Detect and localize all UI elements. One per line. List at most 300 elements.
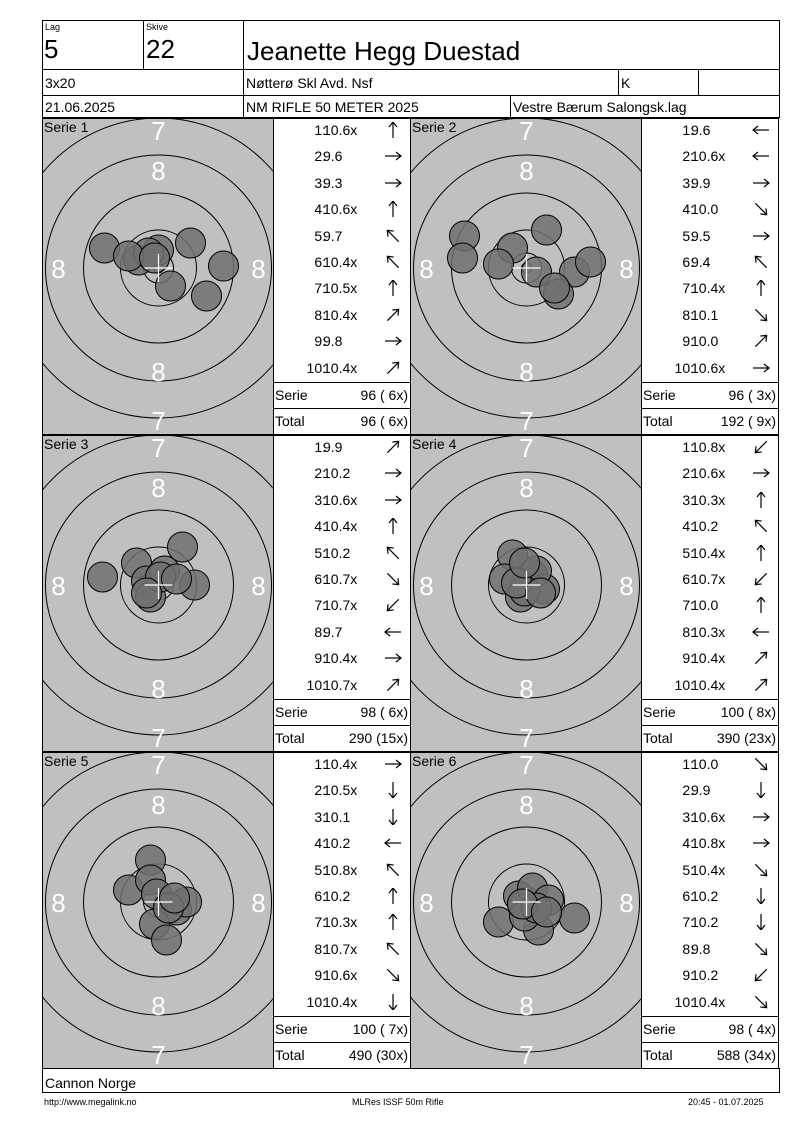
shot-value: 9.9 [323, 439, 343, 455]
shot-number: 9: [314, 967, 326, 984]
shot-value: 10.4x [323, 993, 358, 1010]
serie-sum-value: 96 ( 3x) [728, 387, 776, 403]
direction-arrow-icon [382, 862, 404, 878]
shot-number: 6: [314, 888, 326, 904]
shot-row [641, 914, 778, 940]
ring-number: 8 [151, 473, 166, 503]
shot-row [273, 254, 410, 280]
shot-hole [510, 548, 540, 578]
serie-sum-label: Serie [643, 1021, 676, 1037]
shot-hole [560, 903, 590, 933]
shot-list [641, 435, 778, 751]
shot-row [273, 201, 410, 227]
shot-number: 2: [314, 148, 326, 165]
shot-number: 6: [682, 571, 694, 587]
direction-arrow-icon [750, 228, 772, 244]
direction-arrow-icon [382, 941, 404, 957]
shot-row [641, 360, 778, 386]
shot-value: 10.4x [323, 650, 358, 667]
serie-sum-value: 100 ( 7x) [352, 1021, 408, 1037]
serie-title: Serie 2 [412, 119, 457, 135]
direction-arrow-icon [382, 175, 404, 191]
shot-value: 10.7x [691, 571, 726, 587]
serie-title: Serie 5 [44, 753, 89, 769]
shot-number: 1: [682, 756, 694, 772]
shot-row [273, 650, 410, 676]
ring-number: 7 [151, 723, 166, 752]
serie-sum-label: Serie [275, 1021, 308, 1037]
shot-value: 10.1 [323, 808, 351, 825]
serie-sum-label: Serie [643, 704, 676, 720]
shot-hole [152, 925, 182, 955]
shot-row [641, 994, 778, 1020]
shot-row [273, 914, 410, 940]
shot-value: 10.0 [691, 597, 719, 614]
direction-arrow-icon [382, 545, 404, 561]
direction-arrow-icon [750, 888, 772, 904]
serie-title: Serie 1 [44, 119, 89, 135]
ring-number: 8 [51, 254, 66, 284]
shot-number: 2: [682, 148, 694, 165]
club: Nøtterø Skl Avd. Nsf [246, 75, 373, 91]
shot-row [273, 545, 410, 571]
shot-value: 10.4x [323, 359, 358, 376]
shot-row [273, 888, 410, 914]
shot-value: 9.8 [323, 333, 343, 350]
shot-value: 9.6 [323, 148, 343, 165]
shot-value: 10.4x [691, 280, 726, 297]
shot-value: 10.2 [323, 465, 351, 482]
shot-row [641, 175, 778, 201]
ring-number: 8 [251, 571, 266, 601]
direction-arrow-icon [382, 782, 404, 798]
shot-number: 4: [314, 201, 326, 218]
shot-number: 5: [314, 861, 326, 878]
direction-arrow-icon [382, 650, 404, 666]
shot-row [273, 809, 410, 835]
shot-row [641, 333, 778, 359]
shot-number: 6: [682, 254, 694, 270]
shooter-name: Jeanette Hegg Duestad [247, 36, 521, 66]
shot-hole [484, 249, 514, 279]
direction-arrow-icon [382, 492, 404, 508]
shot-number: 3: [682, 808, 694, 825]
shot-list [273, 752, 410, 1068]
shot-number: 3: [314, 491, 326, 508]
direction-arrow-icon [382, 465, 404, 481]
shot-value: 10.5x [323, 782, 358, 799]
shot-number: 10: [674, 359, 694, 376]
ring-number: 8 [151, 790, 166, 820]
total-value: 96 ( 6x) [360, 413, 408, 429]
shot-value: 10.6x [691, 808, 726, 825]
series-block [410, 752, 778, 1068]
shot-row [641, 597, 778, 623]
ring-number: 8 [151, 991, 166, 1021]
shot-value: 10.3x [323, 914, 358, 931]
shot-number: 5: [682, 544, 694, 561]
total-label: Total [643, 730, 673, 746]
lag-value: 5 [44, 34, 59, 64]
shot-number: 10: [306, 676, 326, 693]
event-name: NM RIFLE 50 METER 2025 [246, 99, 419, 115]
shot-row [273, 465, 410, 491]
direction-arrow-icon [750, 571, 772, 587]
ring-number: 7 [151, 118, 166, 146]
shot-number: 9: [314, 650, 326, 667]
shot-value: 10.7x [323, 597, 358, 614]
serie-sum-label: Serie [643, 387, 676, 403]
shot-row [641, 439, 778, 465]
ring-number: 8 [519, 357, 534, 387]
direction-arrow-icon [382, 756, 404, 772]
shot-row [273, 518, 410, 544]
ring-number: 8 [51, 888, 66, 918]
shot-number: 8: [314, 306, 326, 323]
direction-arrow-icon [750, 307, 772, 323]
shot-number: 4: [314, 518, 326, 535]
shot-number: 9: [314, 333, 326, 350]
direction-arrow-icon [750, 518, 772, 534]
shot-row [641, 254, 778, 280]
shot-row [273, 148, 410, 174]
shot-row [273, 994, 410, 1020]
ring-number: 8 [151, 357, 166, 387]
shot-row [641, 201, 778, 227]
shot-row [641, 624, 778, 650]
shot-hole [160, 883, 190, 913]
total-value: 192 ( 9x) [720, 413, 776, 429]
shot-number: 1: [682, 122, 694, 138]
shot-value: 10.2 [323, 835, 351, 852]
shot-row [273, 862, 410, 888]
serie-sum-value: 98 ( 4x) [728, 1021, 776, 1037]
shot-value: 10.6x [323, 491, 358, 508]
serie-sum-value: 98 ( 6x) [360, 704, 408, 720]
shot-row [641, 809, 778, 835]
shot-value: 10.4x [691, 993, 726, 1010]
ring-number: 8 [519, 790, 534, 820]
shot-value: 9.9 [691, 174, 711, 191]
shot-value: 10.2 [691, 914, 719, 931]
shot-value: 10.7x [323, 940, 358, 957]
direction-arrow-icon [382, 677, 404, 693]
skive-value: 22 [146, 34, 175, 64]
shot-number: 7: [314, 597, 326, 614]
shot-value: 10.4x [323, 306, 358, 323]
shot-number: 6: [314, 571, 326, 587]
ring-number: 7 [519, 752, 534, 780]
shot-row [641, 782, 778, 808]
shot-number: 2: [682, 782, 694, 799]
shot-value: 10.8x [323, 861, 358, 878]
serie-sum-row [273, 383, 410, 409]
shot-value: 10.7x [323, 676, 358, 693]
shot-list [273, 435, 410, 751]
shot-hole [88, 562, 118, 592]
direction-arrow-icon [750, 175, 772, 191]
shot-value: 10.4x [691, 861, 726, 878]
direction-arrow-icon [750, 756, 772, 772]
direction-arrow-icon [750, 254, 772, 270]
shot-value: 10.3x [691, 623, 726, 640]
direction-arrow-icon [382, 835, 404, 851]
shot-value: 9.8 [691, 940, 711, 957]
shot-value: 10.6x [691, 465, 726, 482]
total-row [273, 409, 410, 435]
footer-software: MLRes ISSF 50m Rifle [352, 1097, 444, 1107]
shot-number: 7: [682, 914, 694, 931]
shot-number: 5: [682, 861, 694, 878]
direction-arrow-icon [750, 994, 772, 1010]
ring-number: 7 [519, 723, 534, 752]
ring-number: 8 [619, 254, 634, 284]
shot-value: 10.4x [323, 756, 358, 772]
ring-number: 7 [151, 435, 166, 463]
shot-list [641, 118, 778, 434]
shot-hole [532, 215, 562, 245]
shot-number: 1: [314, 756, 326, 772]
shot-value: 10.7x [323, 571, 358, 587]
series-block [42, 435, 410, 751]
shot-value: 10.6x [691, 148, 726, 165]
ring-number: 7 [151, 406, 166, 435]
ring-number: 7 [151, 1040, 166, 1069]
ring-number: 7 [151, 752, 166, 780]
shot-value: 10.6x [323, 201, 358, 218]
shot-row [273, 307, 410, 333]
serie-sum-value: 100 ( 8x) [720, 704, 776, 720]
shot-row [641, 967, 778, 993]
direction-arrow-icon [750, 650, 772, 666]
direction-arrow-icon [382, 333, 404, 349]
shot-number: 10: [306, 993, 326, 1010]
direction-arrow-icon [750, 809, 772, 825]
shot-row [641, 545, 778, 571]
direction-arrow-icon [382, 994, 404, 1010]
serie-sum-value: 96 ( 6x) [360, 387, 408, 403]
shot-row [273, 835, 410, 861]
shot-value: 10.4x [691, 650, 726, 667]
shot-row [273, 941, 410, 967]
shot-hole [448, 243, 478, 273]
shot-value: 9.9 [691, 782, 711, 799]
shot-row [273, 597, 410, 623]
target-diagram [42, 435, 274, 752]
shot-value: 10.5x [323, 280, 358, 297]
target-diagram [410, 435, 642, 752]
direction-arrow-icon [750, 492, 772, 508]
shot-number: 1: [314, 122, 326, 138]
shot-row [273, 439, 410, 465]
shot-row [641, 122, 778, 148]
direction-arrow-icon [382, 228, 404, 244]
shot-value: 10.6x [691, 359, 726, 376]
total-value: 390 (23x) [716, 730, 776, 746]
shot-number: 8: [682, 623, 694, 640]
shot-row [273, 175, 410, 201]
skive-label: Skive [146, 22, 169, 32]
total-row [273, 726, 410, 752]
serie-sum-row [641, 700, 778, 726]
shot-number: 4: [682, 835, 694, 852]
shot-value: 10.0 [691, 333, 719, 350]
shot-value: 9.6 [691, 122, 711, 138]
series-block [42, 118, 410, 434]
shot-hole [162, 564, 192, 594]
ring-number: 7 [519, 406, 534, 435]
shot-number: 6: [682, 888, 694, 904]
class: K [621, 75, 631, 91]
ring-number: 8 [151, 156, 166, 186]
direction-arrow-icon [382, 597, 404, 613]
shot-hole [576, 247, 606, 277]
shot-row [273, 360, 410, 386]
shot-number: 3: [682, 174, 694, 191]
direction-arrow-icon [382, 148, 404, 164]
shot-number: 5: [314, 544, 326, 561]
shot-number: 10: [306, 359, 326, 376]
shot-row [273, 333, 410, 359]
direction-arrow-icon [750, 597, 772, 613]
direction-arrow-icon [750, 677, 772, 693]
serie-title: Serie 3 [44, 436, 89, 452]
direction-arrow-icon [382, 360, 404, 376]
shot-row [641, 307, 778, 333]
shot-row [273, 624, 410, 650]
shot-value: 10.0 [691, 201, 719, 218]
shot-number: 1: [682, 439, 694, 455]
shot-number: 2: [682, 465, 694, 482]
shot-value: 10.6x [323, 967, 358, 984]
shot-number: 9: [682, 650, 694, 667]
series-block [410, 435, 778, 751]
direction-arrow-icon [750, 941, 772, 957]
direction-arrow-icon [750, 122, 772, 138]
lag-label: Lag [45, 22, 61, 32]
shot-row [641, 148, 778, 174]
shot-hole [156, 271, 186, 301]
ring-number: 8 [619, 888, 634, 918]
ring-number: 8 [419, 888, 434, 918]
shot-value: 10.2 [691, 967, 719, 984]
shot-number: 4: [682, 518, 694, 535]
shot-row [641, 650, 778, 676]
ring-number: 8 [519, 674, 534, 704]
shot-row [641, 941, 778, 967]
shot-value: 10.2 [691, 888, 719, 904]
footer-url[interactable]: http://www.megalink.no [44, 1097, 137, 1107]
shot-number: 5: [682, 227, 694, 244]
ring-number: 8 [419, 254, 434, 284]
shot-row [641, 862, 778, 888]
direction-arrow-icon [750, 782, 772, 798]
shot-number: 9: [682, 967, 694, 984]
direction-arrow-icon [382, 254, 404, 270]
shot-hole [526, 578, 556, 608]
shot-hole [114, 241, 144, 271]
shot-row [641, 835, 778, 861]
total-row [641, 409, 778, 435]
shot-row [641, 280, 778, 306]
shot-row [641, 571, 778, 597]
shot-row [273, 228, 410, 254]
direction-arrow-icon [750, 862, 772, 878]
target-diagram [42, 752, 274, 1069]
direction-arrow-icon [382, 439, 404, 455]
direction-arrow-icon [750, 201, 772, 217]
direction-arrow-icon [382, 518, 404, 534]
shot-row [641, 492, 778, 518]
shot-value: 9.4 [691, 254, 711, 270]
direction-arrow-icon [750, 280, 772, 296]
ring-number: 8 [251, 254, 266, 284]
shot-number: 4: [314, 835, 326, 852]
serie-sum-row [641, 1017, 778, 1043]
ring-number: 8 [419, 571, 434, 601]
target-diagram [42, 118, 274, 435]
shot-row [641, 465, 778, 491]
direction-arrow-icon [750, 545, 772, 561]
direction-arrow-icon [382, 122, 404, 138]
shot-value: 10.6x [323, 122, 358, 138]
shot-number: 3: [314, 174, 326, 191]
serie-sum-label: Serie [275, 387, 308, 403]
shot-number: 2: [314, 465, 326, 482]
serie-sum-label: Serie [275, 704, 308, 720]
ring-number: 7 [519, 118, 534, 146]
total-label: Total [275, 730, 305, 746]
shot-row [273, 756, 410, 782]
shot-row [641, 756, 778, 782]
serie-sum-row [273, 1017, 410, 1043]
shot-row [273, 967, 410, 993]
shot-number: 10: [674, 676, 694, 693]
direction-arrow-icon [382, 914, 404, 930]
direction-arrow-icon [750, 465, 772, 481]
shot-value: 10.8x [691, 835, 726, 852]
shot-value: 9.3 [323, 174, 343, 191]
shot-hole [176, 228, 206, 258]
shot-value: 9.7 [323, 623, 343, 640]
program: 3x20 [45, 75, 76, 91]
shot-value: 10.4x [691, 676, 726, 693]
direction-arrow-icon [382, 307, 404, 323]
ring-number: 8 [51, 571, 66, 601]
total-row [641, 726, 778, 752]
total-label: Total [643, 413, 673, 429]
shot-value: 10.4x [323, 254, 358, 270]
shot-value: 10.2 [323, 544, 351, 561]
shot-number: 7: [314, 914, 326, 931]
shot-value: 9.7 [323, 227, 343, 244]
shot-number: 2: [314, 782, 326, 799]
shot-row [273, 122, 410, 148]
shot-value: 9.5 [691, 227, 711, 244]
series-block [42, 752, 410, 1068]
direction-arrow-icon [750, 835, 772, 851]
shot-value: 10.2 [691, 518, 719, 535]
ring-number: 7 [519, 435, 534, 463]
direction-arrow-icon [382, 888, 404, 904]
direction-arrow-icon [382, 280, 404, 296]
shot-hole [209, 251, 239, 281]
direction-arrow-icon [382, 967, 404, 983]
direction-arrow-icon [750, 624, 772, 640]
shot-row [273, 571, 410, 597]
direction-arrow-icon [750, 439, 772, 455]
shot-row [273, 492, 410, 518]
